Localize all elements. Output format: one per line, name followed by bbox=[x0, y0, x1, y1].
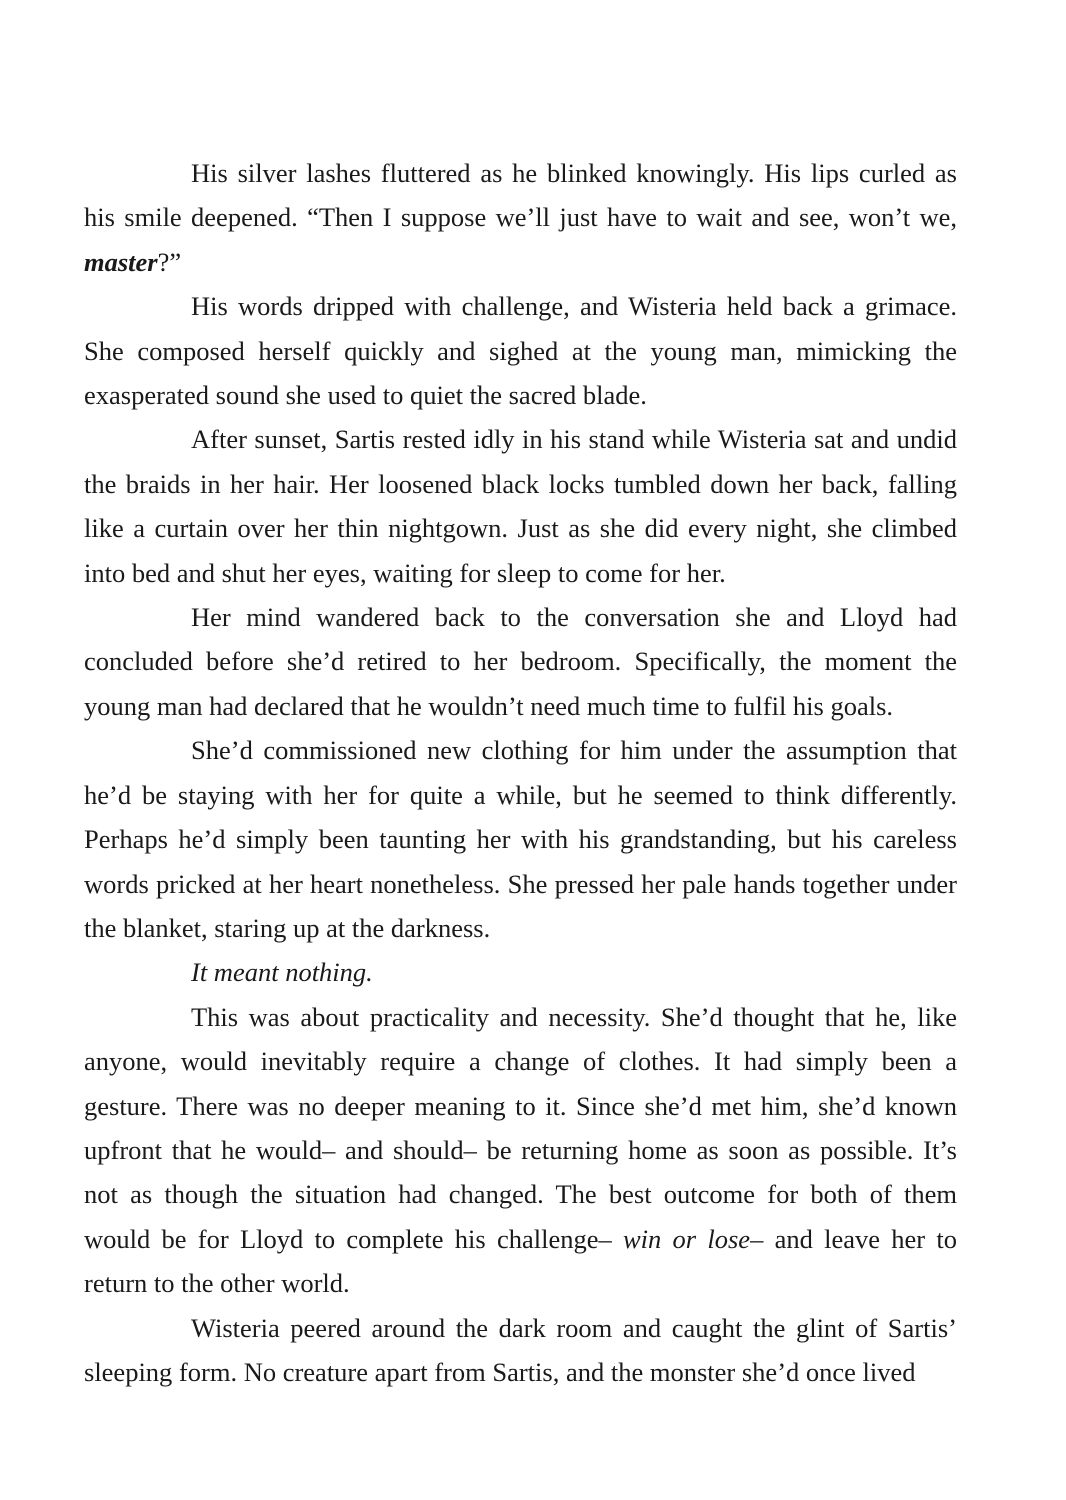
paragraph bbox=[84, 950, 957, 994]
paragraph-text: This was about practicality and necessity. She’d thought that he, like anyone, would inevitably require a change of clothes. It had simply been a gesture. There was no deeper meaning to it. Since she’d met him, she’d known upfront that he would– and should– be returning home as soon as possible. It’s not as though the situation had changed. The best outcome for both of them would be for Lloyd to complete his challenge– bbox=[84, 1001, 957, 1254]
italic-thought: It meant nothing. bbox=[191, 957, 373, 988]
book-page bbox=[84, 151, 957, 1394]
paragraph bbox=[84, 284, 957, 417]
paragraph bbox=[84, 1306, 957, 1395]
paragraph-text: Her mind wandered back to the conversation she and Lloyd had concluded before she’d retired to her bedroom. Specifically, the moment the young man had declared that he wouldn’t need much time to fulfil his goals. bbox=[84, 602, 957, 721]
emphasis-text: win or lose bbox=[623, 1223, 751, 1254]
paragraph-text: – and leave her to return to the other world. bbox=[84, 1223, 957, 1299]
paragraph-text: ?” bbox=[157, 246, 182, 277]
paragraph-text: Wisteria peered around the dark room and caught the glint of Sartis’ sleeping form. No creature apart from Sartis, and the monster she’d once lived bbox=[84, 1312, 957, 1387]
paragraph-text: His silver lashes fluttered as he blinked knowingly. His lips curled as his smile deepened. “Then I suppose we’ll just have to wait and see, won’t we, bbox=[84, 158, 957, 233]
paragraph bbox=[84, 417, 957, 595]
paragraph bbox=[84, 728, 957, 950]
emphasis-text: master bbox=[84, 246, 158, 277]
paragraph bbox=[84, 595, 957, 728]
paragraph bbox=[84, 995, 957, 1306]
paragraph-text: After sunset, Sartis rested idly in his stand while Wisteria sat and undid the braids in her hair. Her loosened black locks tumbled down her back, falling like a curtain over her thin nightgown. Just as she did every night, she climbed into bed and shut her eyes, waiting for sleep to come for her. bbox=[84, 424, 957, 588]
paragraph-text: She’d commissioned new clothing for him under the assumption that he’d be staying with her for quite a while, but he seemed to think differently. Perhaps he’d simply been taunting her with his grandstanding, but his careless words pricked at her heart nonetheless. She pressed her pale hands together under the blanket, staring up at the darkness. bbox=[84, 735, 957, 943]
paragraph bbox=[84, 151, 957, 284]
paragraph-text: His words dripped with challenge, and Wisteria held back a grimace. She composed herself quickly and sighed at the young man, mimicking the exasperated sound she used to quiet the sacred blade. bbox=[84, 291, 957, 411]
